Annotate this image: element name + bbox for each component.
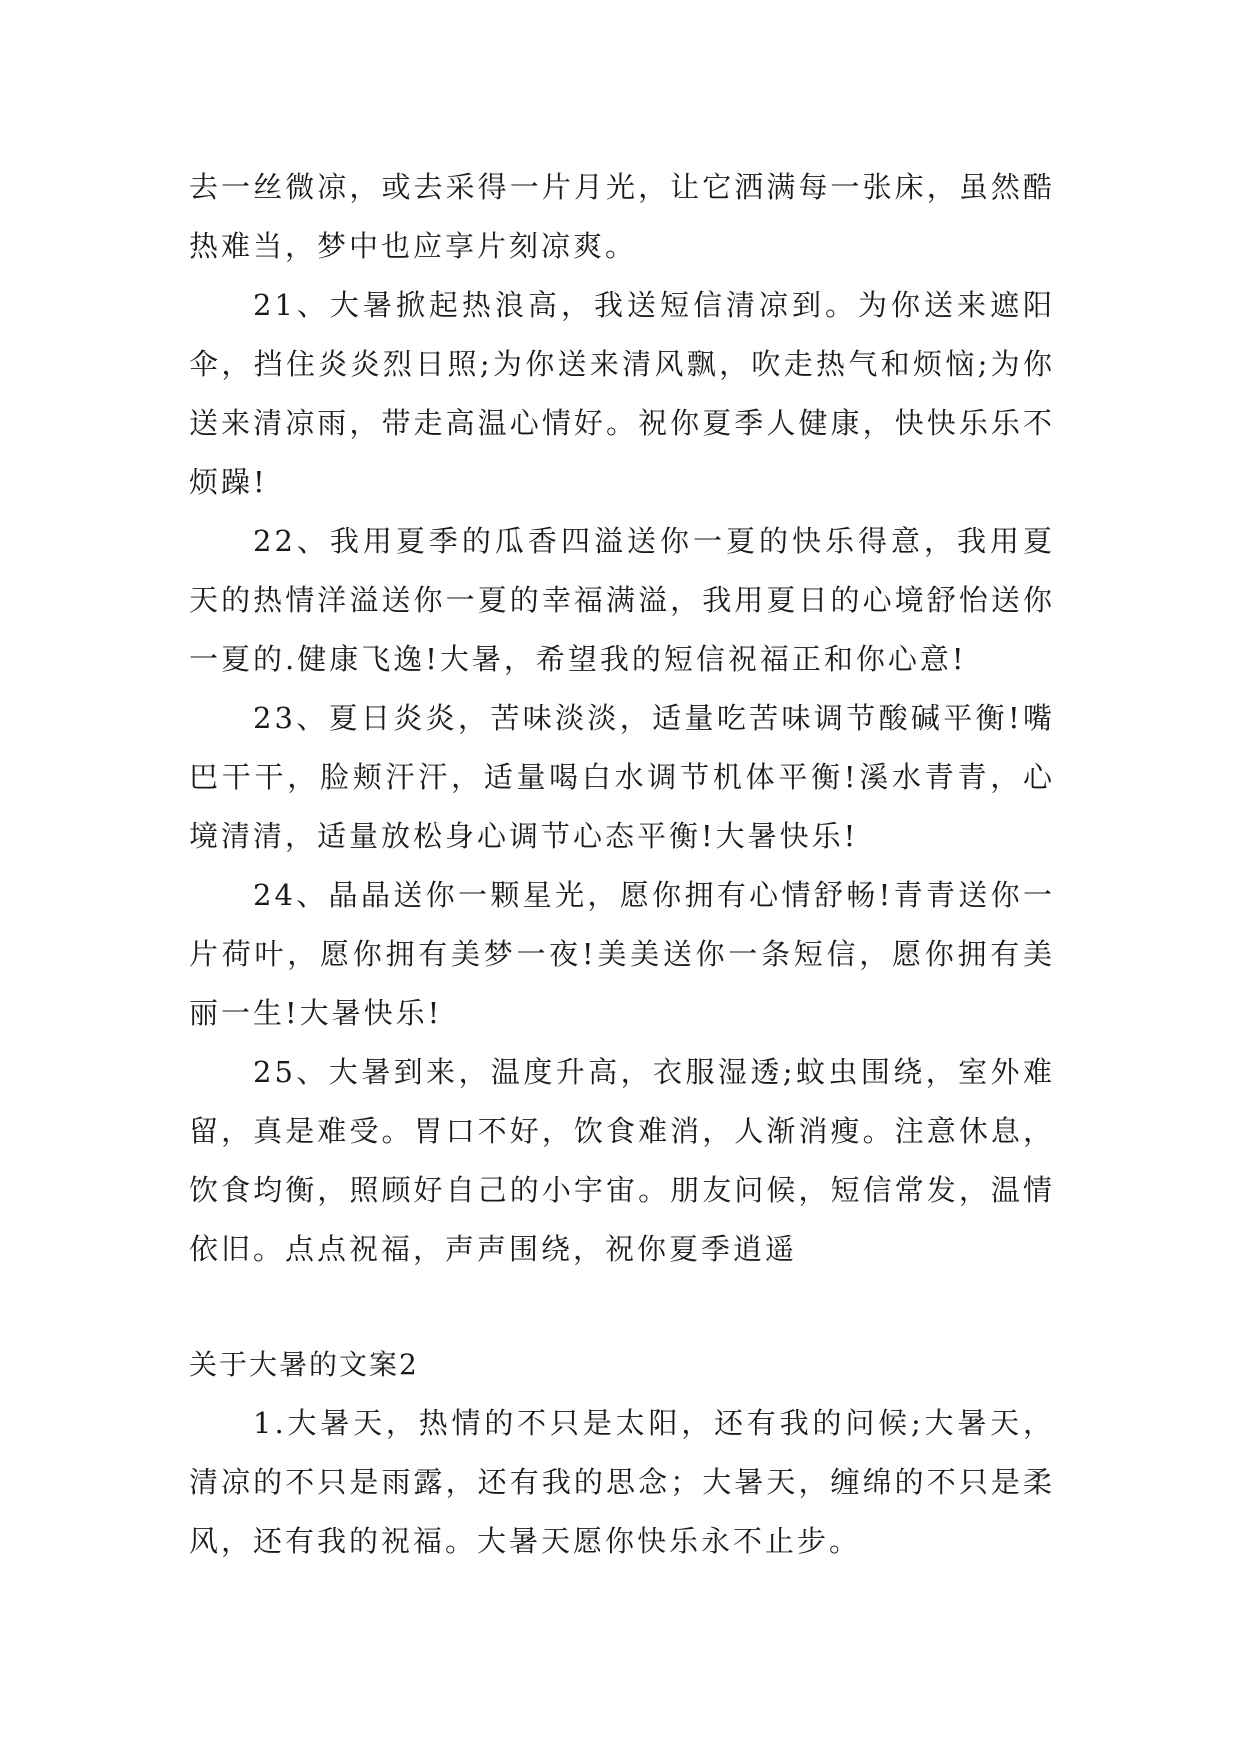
section-heading: 关于大暑的文案2 xyxy=(189,1348,419,1381)
paragraph-item-23: 23、夏日炎炎，苦味淡淡，适量吃苦味调节酸碱平衡!嘴巴干干，脸颊汗汗，适量喝白水调节机体平衡!溪水青青，心境清清，适量放松身心调节心态平衡!大暑快乐! xyxy=(189,701,1055,853)
document-body xyxy=(189,158,1055,1571)
paragraph-item-22: 22、我用夏季的瓜香四溢送你一夏的快乐得意，我用夏天的热情洋溢送你一夏的幸福满溢，我用夏日的心境舒怡送你一夏的.健康飞逸!大暑，希望我的短信祝福正和你心意! xyxy=(189,524,1055,676)
paragraph-item-25: 25、大暑到来，温度升高，衣服湿透;蚊虫围绕，室外难留，真是难受。胃口不好，饮食难消，人渐消瘦。注意休息，饮食均衡，照顾好自己的小宇宙。朋友问候，短信常发，温情依旧。点点祝福，声声围绕，祝你夏季逍遥 xyxy=(189,1055,1055,1266)
paragraph-item-21: 21、大暑掀起热浪高，我送短信清凉到。为你送来遮阳伞，挡住炎炎烈日照;为你送来清风飘，吹走热气和烦恼;为你送来清凉雨，带走高温心情好。祝你夏季人健康，快快乐乐不烦躁! xyxy=(189,288,1055,499)
paragraph-item-24: 24、晶晶送你一颗星光，愿你拥有心情舒畅!青青送你一片荷叶，愿你拥有美梦一夜!美美送你一条短信，愿你拥有美丽一生!大暑快乐! xyxy=(189,878,1055,1030)
paragraph-item-1: 1.大暑天，热情的不只是太阳，还有我的问候;大暑天，清凉的不只是雨露，还有我的思念；大暑天，缠绵的不只是柔风，还有我的祝福。大暑天愿你快乐永不止步。 xyxy=(189,1406,1055,1558)
paragraph-continuation: 去一丝微凉，或去采得一片月光，让它洒满每一张床，虽然酷热难当，梦中也应享片刻凉爽。 xyxy=(189,170,1055,263)
